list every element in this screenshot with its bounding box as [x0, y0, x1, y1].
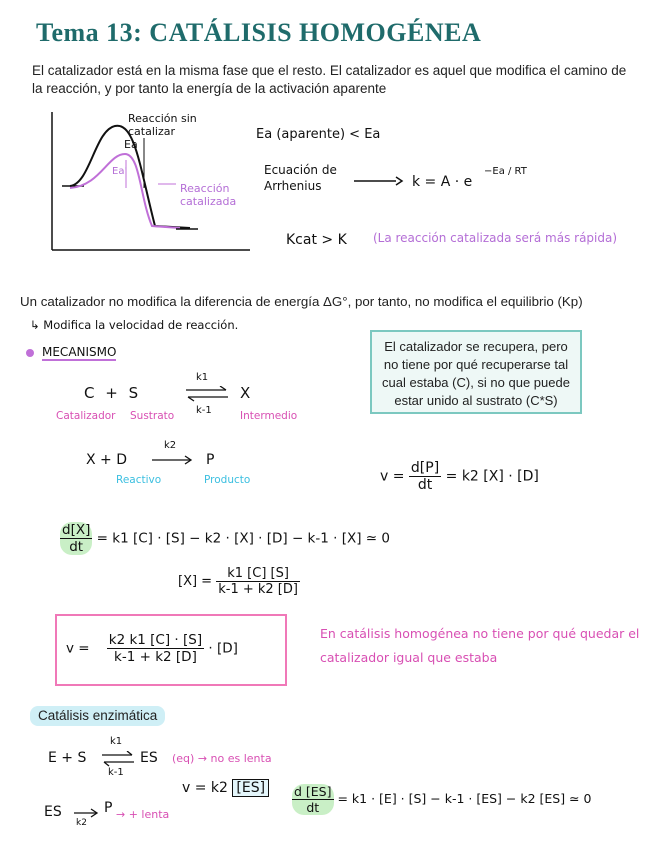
- enzyme-rate: [182, 780, 269, 796]
- page-title: Tema 13: CATÁLISIS HOMOGÉNEA: [36, 18, 482, 47]
- k2-label: k2: [164, 440, 177, 451]
- label-sustrato: Sustrato: [130, 410, 175, 422]
- label-intermedio: Intermedio: [240, 410, 298, 422]
- kcat-note: (La reacción catalizada será más rápida): [372, 231, 618, 245]
- final-num: k2 k1 [C] · [S]: [108, 632, 203, 648]
- rate-rhs: = k2 [X] · [D]: [445, 468, 539, 485]
- enzyme-product: P: [104, 800, 113, 816]
- k1-label: k1: [196, 372, 209, 383]
- arrhenius-label: Ecuación de Arrhenius: [264, 163, 337, 193]
- intermediate-x: X: [240, 384, 251, 402]
- catalyst-recovery-note: El catalizador se recupera, pero no tiene por qué recuperarse tal cual estaba (C), si no que puede estar unido al sustrato (C*S): [370, 330, 582, 414]
- reaction1-reactants: C + S: [84, 384, 139, 402]
- enzyme-reactants: E + S: [48, 750, 87, 766]
- enzyme-k1: k1: [110, 736, 123, 747]
- x-lhs: [X] =: [178, 574, 213, 589]
- steady-den: dt: [69, 539, 84, 555]
- enzyme-v: v = k2: [182, 780, 228, 796]
- label-ea-prime: Ea': [112, 166, 128, 177]
- modifies-rate: ↳ Modifica la velocidad de reacción.: [30, 318, 239, 332]
- final-tail: · [D]: [208, 640, 238, 657]
- steady-num: d[X]: [62, 522, 91, 538]
- arrow-to-equation: [352, 176, 404, 186]
- forward-arrow: [150, 455, 196, 465]
- enzyme-steady: [292, 784, 591, 815]
- enzyme-equilibrium-arrows: [100, 751, 136, 767]
- reaction2-reactants: X + D: [86, 452, 128, 468]
- rate-equation: [380, 460, 539, 493]
- enzyme-k-minus1: k-1: [108, 767, 124, 778]
- rate-den: dt: [417, 477, 433, 493]
- label-ea: Ea: [124, 138, 138, 151]
- x-expression: [178, 566, 300, 597]
- arrhenius-exponent: −Ea / RT: [484, 166, 527, 177]
- label-catalizador: Catalizador: [56, 410, 116, 422]
- enzyme-k2: k2: [76, 818, 87, 828]
- rate-v: v =: [380, 468, 405, 485]
- bullet-dot: [26, 349, 34, 357]
- mechanism-heading: MECANISMO: [42, 345, 117, 359]
- steady-fraction: [60, 522, 92, 555]
- enzyme-heading: Catálisis enzimática: [30, 706, 165, 726]
- kcat-compare: Kcat > K: [286, 232, 347, 248]
- final-v: v =: [66, 640, 90, 657]
- arrhenius-equation: k = A · e: [412, 174, 473, 190]
- label-producto: Producto: [204, 474, 251, 486]
- enzyme-eq-note: (eq) → no es lenta: [172, 752, 272, 765]
- final-den: k-1 + k2 [D]: [114, 649, 197, 665]
- steady-state-equation: [60, 522, 390, 555]
- x-fraction: [216, 566, 300, 597]
- product-p: P: [206, 452, 215, 468]
- enzyme-d-rhs: = k1 · [E] · [S] − k-1 · [ES] − k2 [ES] ≃ 0: [337, 791, 592, 806]
- label-reactivo: Reactivo: [116, 474, 162, 486]
- enzyme-d-den: dt: [306, 800, 320, 815]
- homogeneous-note: En catálisis homogénea no tiene por qué quedar el catalizador igual que estaba: [320, 626, 640, 665]
- label-catalyzed: Reacción catalizada: [180, 182, 237, 208]
- final-fraction: [107, 632, 204, 665]
- es-box: [ES]: [232, 779, 269, 797]
- x-num: k1 [C] [S]: [216, 566, 300, 582]
- enzyme-forward-arrow: [72, 808, 102, 818]
- rate-num: d[P]: [410, 460, 440, 476]
- x-den: k-1 + k2 [D]: [218, 582, 298, 597]
- enzyme-fraction: [292, 784, 334, 815]
- enzyme-complex: ES: [140, 750, 158, 766]
- equilibrium-arrows: [184, 386, 230, 402]
- equilibrium-statement: Un catalizador no modifica la diferencia de energía ΔG°, por tanto, no modifica el equilibrio (Kp): [20, 294, 583, 309]
- ea-compare: Ea (aparente) < Ea: [256, 127, 381, 142]
- intro-paragraph: El catalizador está en la misma fase que el resto. El catalizador es aquel que modifica el camino de la reacción, y por tanto la energía de la activación aparente: [32, 63, 627, 96]
- enzyme-slow-note: → + lenta: [116, 808, 170, 821]
- enzyme-d-num: d [ES]: [294, 784, 332, 799]
- final-rate-equation: [66, 632, 238, 665]
- enzyme-es-reactant: ES: [44, 804, 62, 820]
- label-uncatalyzed: Reacción sin catalizar: [128, 112, 197, 138]
- k-minus1-label: k-1: [196, 405, 212, 416]
- rate-fraction: [409, 460, 441, 493]
- steady-rhs: = k1 [C] · [S] − k2 · [X] · [D] − k-1 · [X] ≃ 0: [96, 530, 390, 547]
